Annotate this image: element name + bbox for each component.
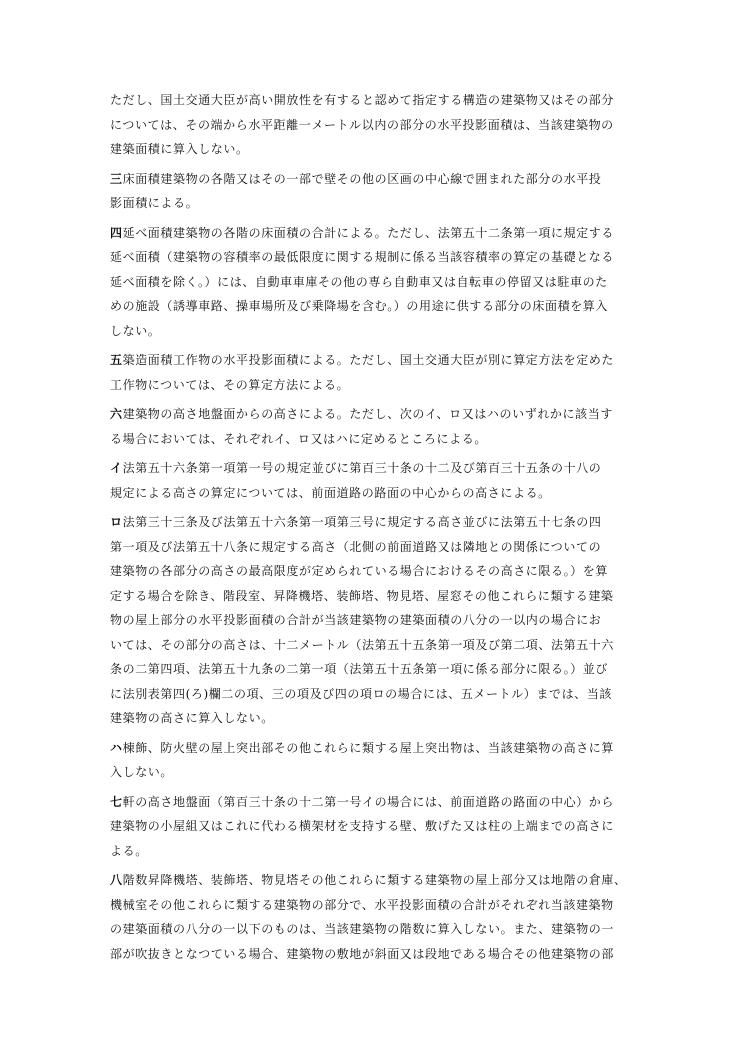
text-line: [110, 736, 638, 761]
text-line: [110, 790, 638, 815]
text-line: [110, 868, 638, 893]
line-text: 法第五十六条第一項第一号の規定並びに第百三十条の十二及び第百三十五条の十八の: [122, 461, 602, 475]
text-line: [110, 373, 638, 398]
item-marker: 三: [110, 171, 123, 186]
line-text: 延べ面積建築物の各階の床面積の合計による。ただし、法第五十二条第一項に規定する: [122, 225, 615, 240]
text-line: [110, 814, 638, 839]
line-text: 定する場合を除き、階段室、昇降機塔、装飾塔、物見塔、屋窓その他これらに類する建築: [110, 588, 614, 603]
paragraph: [110, 868, 638, 966]
text-line: [110, 657, 638, 682]
text-line: [110, 942, 638, 967]
line-text: 階数昇降機塔、装飾塔、物見塔その他これらに類する建築物の屋上部分又は地階の倉庫、: [122, 873, 627, 887]
line-text: 延べ面積（建築物の容積率の最低限度に関する規制に係る当該容積率の算定の基礎となる: [110, 250, 615, 264]
item-marker: 五: [110, 353, 123, 367]
paragraph: [110, 88, 638, 162]
line-text: 第一項及び法第五十八条に規定する高さ（北側の前面道路又は隣地との関係についての: [110, 539, 602, 554]
text-line: [110, 682, 638, 707]
item-marker: ロ: [110, 515, 123, 529]
text-line: [110, 427, 638, 452]
text-line: [110, 917, 638, 942]
line-text: る場合においては、それぞれイ、ロ又はハに定めるところによる。: [110, 431, 487, 446]
text-line: [110, 456, 638, 481]
line-text: 床面積建築物の各階又はその一部で壁その他の区画の中心線で囲まれた部分の水平投: [122, 171, 602, 186]
item-marker: 七: [110, 794, 123, 809]
line-text: 建築面積に算入しない。: [110, 142, 249, 156]
line-text: に法別表第四(ろ)欄二の項、三の項及び四の項ロの場合には、五メートル）までは、当該: [110, 686, 612, 701]
line-text: の建築面積の八分の一以下のものは、当該建築物の階数に算入しない。また、建築物の一: [110, 922, 615, 936]
text-line: [110, 294, 638, 319]
text-line: [110, 510, 638, 535]
line-text: 法第三十三条及び法第五十六条第一項第三号に規定する高さ並びに法第五十七条の四: [122, 515, 602, 529]
text-line: [110, 760, 638, 785]
line-text: 建築物の小屋組又はこれに代わる横架材を支持する壁、敷げた又は柱の上端までの高さに: [110, 819, 615, 833]
line-text: 工作物については、その算定方法による。: [110, 377, 350, 392]
text-line: [110, 706, 638, 731]
line-text: 入しない。: [110, 765, 174, 779]
paragraph: [110, 736, 638, 785]
text-line: [110, 319, 638, 344]
text-line: [110, 221, 638, 246]
text-line: [110, 245, 638, 270]
line-text: 延べ面積を除く。）には、自動車車庫その他の専ら自動車又は自転車の停留又は駐車のた: [110, 274, 608, 289]
text-line: [110, 608, 638, 633]
item-marker: ハ: [110, 740, 123, 755]
text-line: [110, 88, 638, 113]
text-line: [110, 191, 638, 216]
line-text: 影面積による。: [110, 196, 199, 210]
document-body: [110, 88, 638, 971]
line-text: 条の二第四項、法第五十九条の二第一項（法第五十五条第一項に係る部分に限る。）並び: [110, 662, 609, 676]
line-text: 物の屋上部分の水平投影面積の合計が当該建築物の建築面積の八分の一以内の場合にお: [110, 613, 602, 627]
paragraph: [110, 167, 638, 216]
line-text: 部が吹抜きとなつている場合、建築物の敷地が斜面又は段地である場合その他建築物の部: [110, 946, 615, 961]
line-text: しない。: [110, 323, 161, 338]
line-text: 建築物の高さに算入しない。: [110, 711, 274, 725]
paragraph: [110, 790, 638, 864]
item-marker: 八: [110, 873, 123, 887]
item-marker: イ: [110, 461, 123, 475]
text-line: [110, 137, 638, 162]
text-line: [110, 893, 638, 918]
line-text: については、その端から水平距離一メートル以内の部分の水平投影面積は、当該建築物の: [110, 117, 614, 132]
paragraph: [110, 348, 638, 397]
text-line: [110, 402, 638, 427]
text-line: [110, 270, 638, 295]
line-text: 軒の高さ地盤面（第百三十条の十二第一号イの場合には、前面道路の路面の中心）から: [122, 794, 615, 809]
text-line: [110, 113, 638, 138]
line-text: ただし、国土交通大臣が高い開放性を有すると認めて指定する構造の建築物又はその部分: [110, 93, 615, 107]
item-marker: 四: [110, 225, 123, 240]
line-text: 築造面積工作物の水平投影面積による。ただし、国土交通大臣が別に算定方法を定めた: [122, 353, 615, 367]
line-text: 建築物の各部分の高さの最高限度が定められている場合におけるその高さに限る。）を算: [110, 564, 609, 578]
text-line: [110, 839, 638, 864]
line-text: いては、その部分の高さは、十二メートル（法第五十五条第一項及び第二項、法第五十六: [110, 637, 615, 652]
text-line: [110, 167, 638, 192]
text-line: [110, 633, 638, 658]
text-line: [110, 481, 638, 506]
text-line: [110, 535, 638, 560]
line-text: 棟飾、防火壁の屋上突出部その他これらに類する屋上突出物は、当該建築物の高さに算: [122, 740, 615, 755]
line-text: めの施設（誘導車路、操車場所及び乗降場を含む。）の用途に供する部分の床面積を算入: [110, 299, 609, 313]
paragraph: [110, 221, 638, 344]
line-text: 建築物の高さ地盤面からの高さによる。ただし、次のイ、ロ又はハのいずれかに該当す: [122, 407, 613, 421]
paragraph: [110, 402, 638, 451]
item-marker: 六: [110, 407, 123, 421]
line-text: 規定による高さの算定については、前面道路の路面の中心からの高さによる。: [110, 485, 551, 500]
text-line: [110, 584, 638, 609]
text-line: [110, 348, 638, 373]
line-text: 機械室その他これらに類する建築物の部分で、水平投影面積の合計がそれぞれ当該建築物: [110, 897, 614, 912]
line-text: よる。: [110, 843, 148, 858]
paragraph: [110, 510, 638, 731]
paragraph: [110, 456, 638, 505]
text-line: [110, 559, 638, 584]
